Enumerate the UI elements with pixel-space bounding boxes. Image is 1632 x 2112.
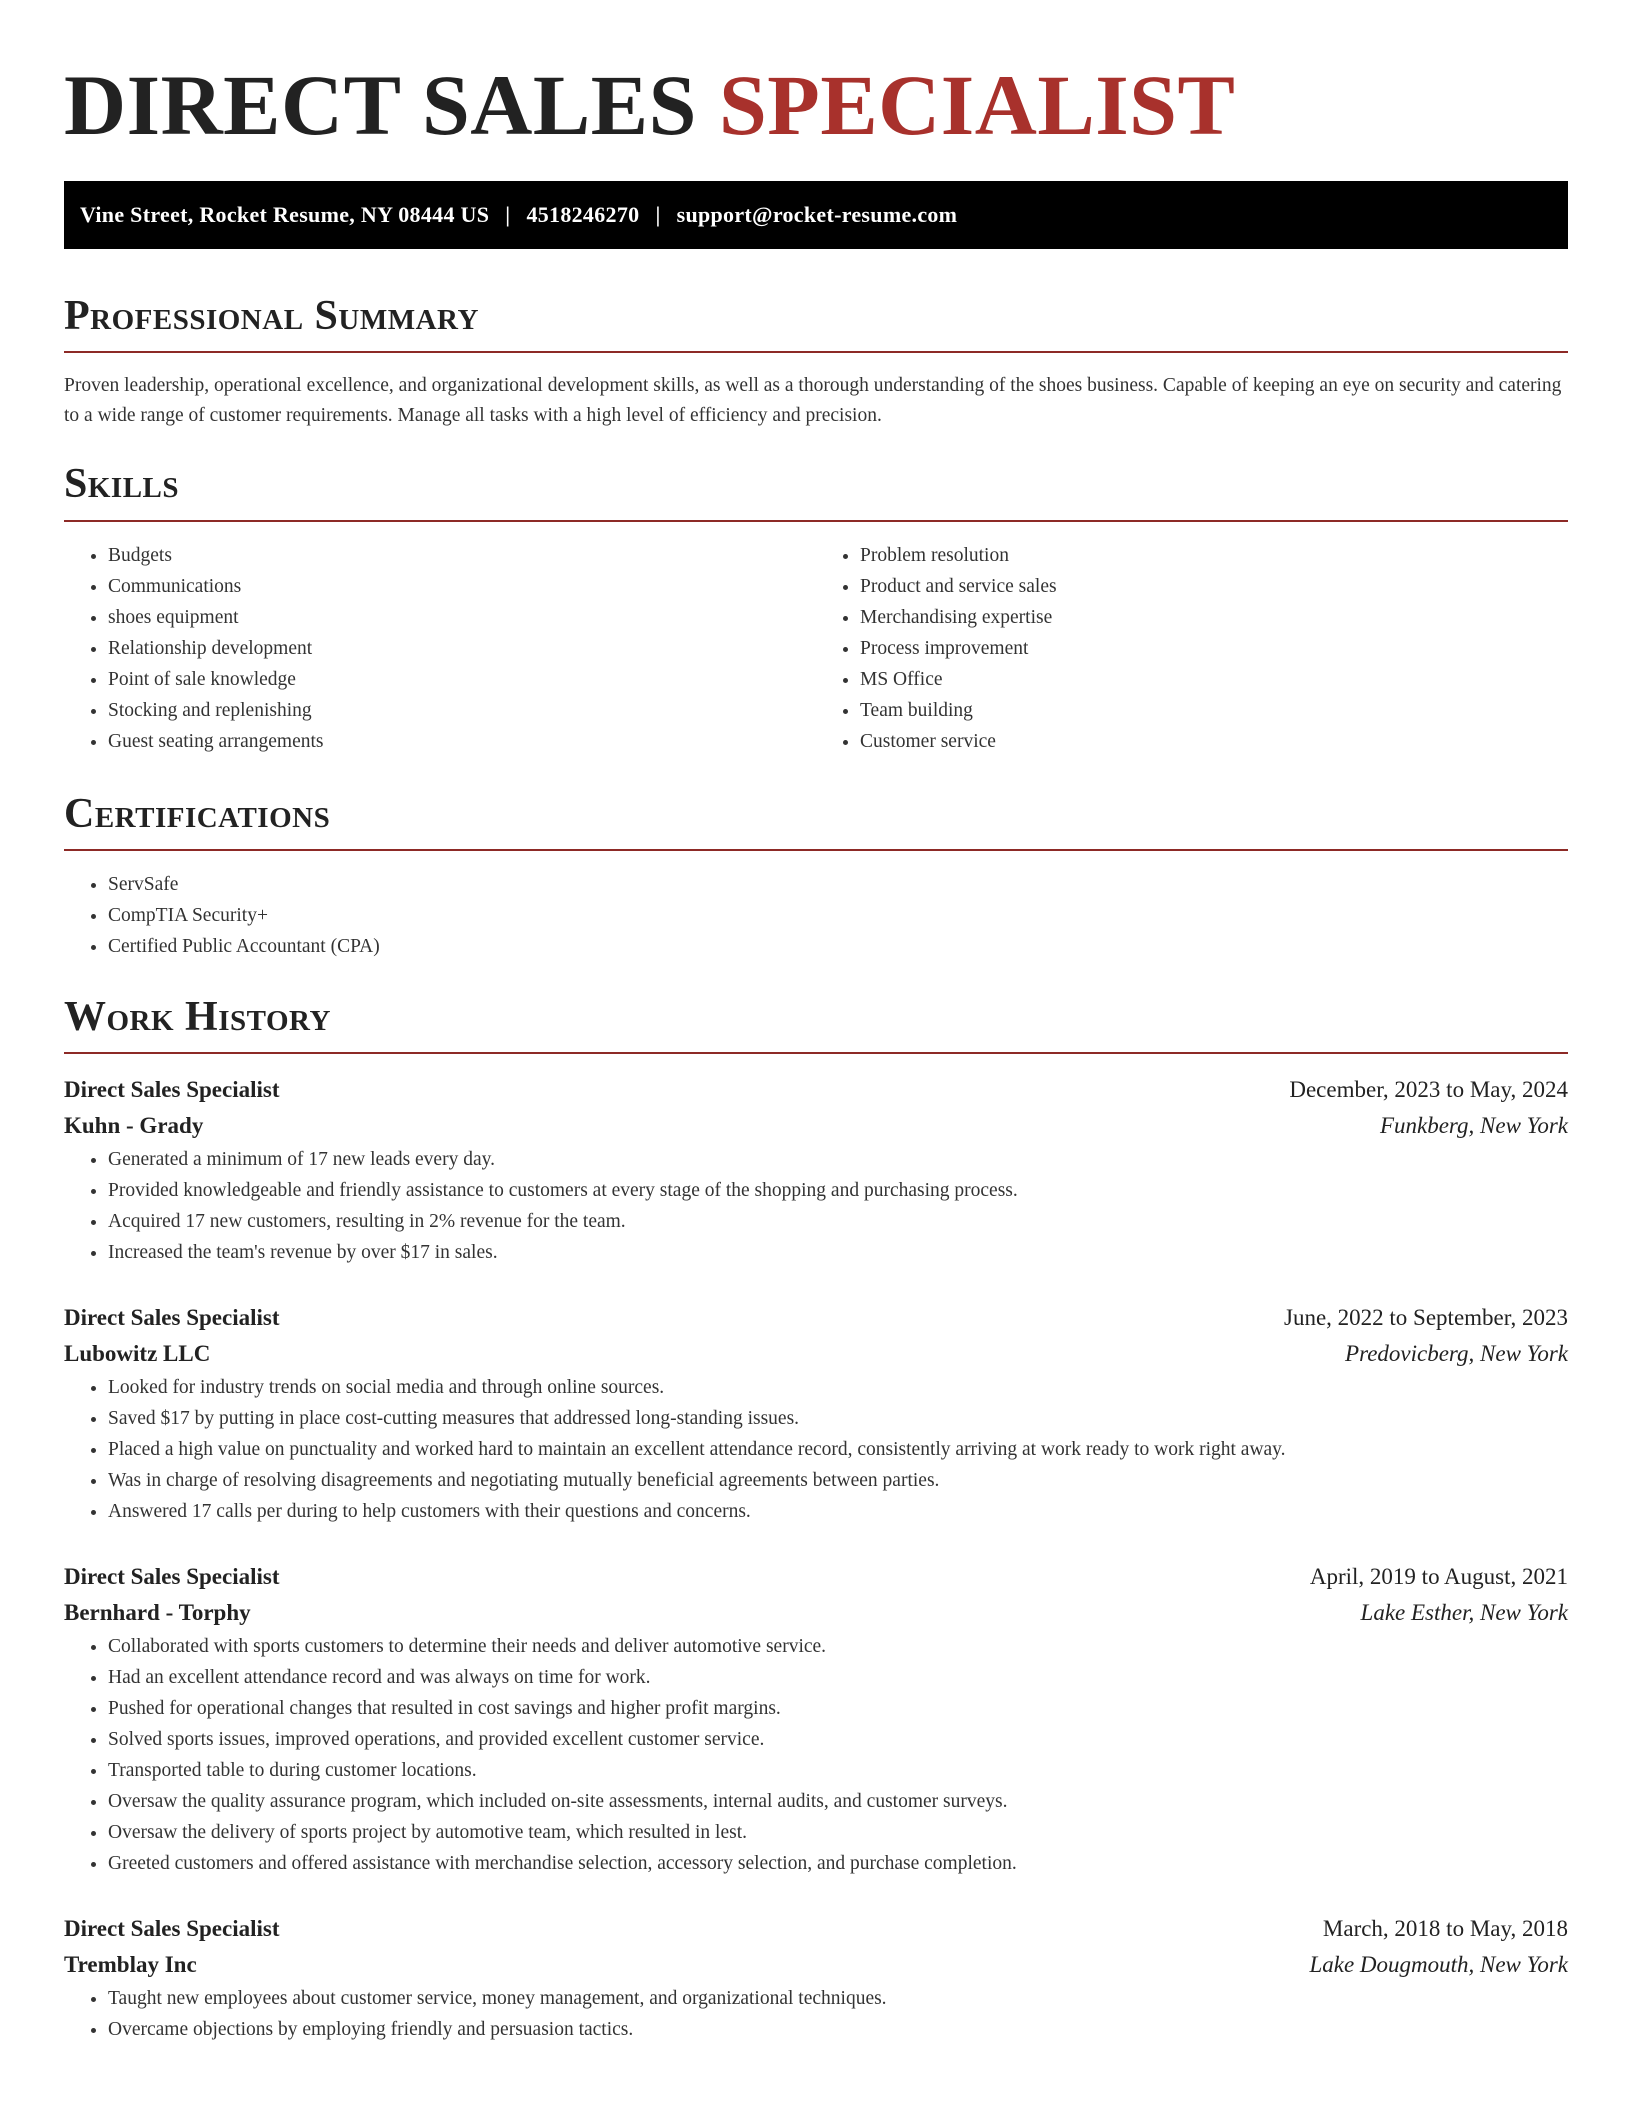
skill-item: • Guest seating arrangements [108, 726, 816, 757]
skill-item: • Stocking and replenishing [108, 695, 816, 726]
skill-item: • Budgets [108, 540, 816, 571]
job-list [64, 1072, 1568, 2045]
job-bullet: • Solved sports issues, improved operations, and provided excellent customer service. [108, 1724, 1568, 1755]
job-bullets [64, 1144, 1568, 1268]
job-location: Funkberg, New York [1379, 1113, 1568, 1139]
certification-item: • ServSafe [108, 869, 1568, 900]
certifications-section [64, 789, 1568, 962]
job-bullet: • Acquired 17 new customers, resulting in 2% revenue for the team. [108, 1206, 1568, 1237]
job-entry [64, 1072, 1568, 1268]
job-company-row [64, 1947, 1568, 1983]
job-bullet: • Saved $17 by putting in place cost-cutting measures that addressed long-standing issues. [108, 1403, 1568, 1434]
certification-item: • Certified Public Accountant (CPA) [108, 931, 1568, 962]
job-title: Direct Sales Specialist [64, 1077, 280, 1103]
job-dates: June, 2022 to September, 2023 [1284, 1305, 1568, 1331]
job-company: Lubowitz LLC [64, 1341, 211, 1367]
contact-email: support@rocket-resume.com [676, 201, 958, 227]
job-company-row [64, 1108, 1568, 1144]
job-entry [64, 1559, 1568, 1879]
job-bullet: • Was in charge of resolving disagreements and negotiating mutually beneficial agreements between parties. [108, 1465, 1568, 1496]
skills-list-right [816, 540, 1568, 757]
job-company: Tremblay Inc [64, 1952, 197, 1978]
job-bullet: • Greeted customers and offered assistance with merchandise selection, accessory selection, and purchase completion. [108, 1848, 1568, 1879]
job-bullet: • Collaborated with sports customers to determine their needs and deliver automotive service. [108, 1631, 1568, 1662]
job-bullet: • Increased the team's revenue by over $17 in sales. [108, 1237, 1568, 1268]
skill-item: • Communications [108, 571, 816, 602]
skills-section [64, 459, 1568, 756]
name-part-2: SPECIALIST [718, 57, 1236, 153]
job-location: Lake Esther, New York [1360, 1600, 1568, 1626]
skill-item: • Product and service sales [860, 571, 1568, 602]
job-bullet: • Pushed for operational changes that resulted in cost savings and higher profit margins. [108, 1693, 1568, 1724]
contact-separator: | [505, 201, 511, 227]
job-dates: December, 2023 to May, 2024 [1289, 1077, 1568, 1103]
job-title: Direct Sales Specialist [64, 1916, 280, 1942]
skills-columns [64, 540, 1568, 757]
summary-section [64, 291, 1568, 431]
skills-column-left [64, 540, 816, 757]
skill-item: • MS Office [860, 664, 1568, 695]
job-title: Direct Sales Specialist [64, 1564, 280, 1590]
job-bullet: • Placed a high value on punctuality and worked hard to maintain an excellent attendance record, consistently arriving at work ready to work right away. [108, 1434, 1568, 1465]
work-history-heading: Work History [64, 994, 331, 1041]
section-divider [64, 849, 1568, 851]
job-title-row [64, 1300, 1568, 1336]
job-company: Bernhard - Torphy [64, 1600, 251, 1626]
job-title: Direct Sales Specialist [64, 1305, 280, 1331]
section-divider [64, 1052, 1568, 1054]
skill-item: • shoes equipment [108, 602, 816, 633]
resume-name [64, 0, 1568, 155]
summary-heading: Professional Summary [64, 292, 479, 339]
job-bullet: • Taught new employees about customer service, money management, and organizational techniques. [108, 1983, 1568, 2014]
contact-address: Vine Street, Rocket Resume, NY 08444 US [80, 201, 490, 227]
job-bullet: • Looked for industry trends on social media and through online sources. [108, 1372, 1568, 1403]
job-title-row [64, 1559, 1568, 1595]
job-company-row [64, 1336, 1568, 1372]
section-divider [64, 520, 1568, 522]
job-title-row [64, 1072, 1568, 1108]
job-dates: April, 2019 to August, 2021 [1309, 1564, 1568, 1590]
skill-item: • Relationship development [108, 633, 816, 664]
job-dates: March, 2018 to May, 2018 [1322, 1916, 1568, 1942]
certification-item: • CompTIA Security+ [108, 900, 1568, 931]
contact-phone: 4518246270 [526, 201, 640, 227]
skill-item: • Point of sale knowledge [108, 664, 816, 695]
skill-item: • Merchandising expertise [860, 602, 1568, 633]
job-title-row [64, 1911, 1568, 1947]
skills-list-left [64, 540, 816, 757]
job-company-row [64, 1595, 1568, 1631]
job-entry [64, 1300, 1568, 1527]
certifications-heading: Certifications [64, 790, 331, 837]
skills-heading: Skills [64, 461, 180, 508]
job-bullets [64, 1983, 1568, 2045]
job-bullets [64, 1372, 1568, 1527]
job-location: Predovicberg, New York [1345, 1341, 1568, 1367]
job-bullet: • Had an excellent attendance record and was always on time for work. [108, 1662, 1568, 1693]
contact-separator: | [655, 201, 661, 227]
certifications-list [64, 869, 1568, 962]
name-part-1: DIRECT SALES [64, 57, 697, 153]
job-bullet: • Oversaw the quality assurance program, which included on-site assessments, internal audits, and customer surveys. [108, 1786, 1568, 1817]
job-bullet: • Overcame objections by employing friendly and persuasion tactics. [108, 2014, 1568, 2045]
skill-item: • Problem resolution [860, 540, 1568, 571]
job-bullet: • Transported table to during customer locations. [108, 1755, 1568, 1786]
job-company: Kuhn - Grady [64, 1113, 204, 1139]
job-bullets [64, 1631, 1568, 1879]
section-divider [64, 351, 1568, 353]
skill-item: • Team building [860, 695, 1568, 726]
job-location: Lake Dougmouth, New York [1309, 1952, 1568, 1978]
job-bullet: • Oversaw the delivery of sports project by automotive team, which resulted in lest. [108, 1817, 1568, 1848]
skills-column-right [816, 540, 1568, 757]
job-bullet: • Provided knowledgeable and friendly assistance to customers at every stage of the shopping and purchasing process. [108, 1175, 1568, 1206]
contact-bar [64, 181, 1568, 249]
summary-text: Proven leadership, operational excellence, and organizational development skills, as well as a thorough understanding of the shoes business. Capable of keeping an eye on security and catering to a wide range of customer requirements. Manage all tasks with a high level of efficiency and precision. [64, 375, 1562, 427]
job-entry [64, 1911, 1568, 2045]
job-bullet: • Answered 17 calls per during to help customers with their questions and concerns. [108, 1496, 1568, 1527]
job-bullet: • Generated a minimum of 17 new leads every day. [108, 1144, 1568, 1175]
skill-item: • Customer service [860, 726, 1568, 757]
work-history-section [64, 992, 1568, 2045]
skill-item: • Process improvement [860, 633, 1568, 664]
